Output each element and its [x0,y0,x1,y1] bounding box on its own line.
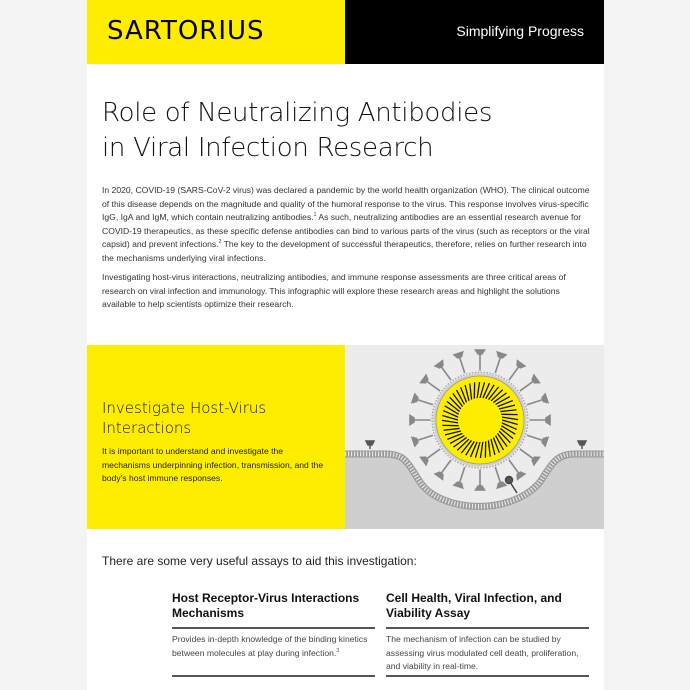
tagline: Simplifying Progress [456,23,584,39]
feature-text-panel [87,345,345,529]
header-brand-panel [87,0,345,64]
assay-description: Provides in-depth knowledge of the binding kinetics between molecules at play during infection.$^3$ [172,634,368,658]
intro-paragraph-2: Investigating host-virus interactions, neutralizing antibodies, and immune response assessments are three critical areas of research on viral infection and immunology. This infographic will explore these research areas and highlight the solutions available to help scientists optimize their research. [102,272,566,309]
feature-section [87,345,604,529]
infographic-page [87,0,604,690]
assay-title: Host Receptor-Virus Interactions Mechanisms [172,591,360,620]
footnote-ref: 1 [313,212,317,219]
page-title [102,96,582,166]
header-tagline-panel [345,0,604,64]
sartorius-logo: SARTORIUS [107,16,265,46]
virus-cell-icon [345,345,604,529]
virus-illustration [345,345,604,529]
assay-description: The mechanism of infection can be studied by assessing virus modulated cell death, proliferation, and viability in real-time. [386,634,579,671]
assay-title: Cell Health, Viral Infection, and Viability Assay [386,591,562,620]
assays-intro: There are some very useful assays to aid this investigation: [102,554,417,568]
title-line-2: in Viral Infection Research [102,133,434,163]
feature-description: It is important to understand and investigate the mechanisms underpinning infection, transmission, and the body's host immune responses. [102,446,324,483]
divider [386,675,589,677]
footnote-ref: 2 [218,239,222,246]
footnote-ref: 3 [336,647,340,654]
assay-card-host-receptor [172,591,375,677]
title-line-1: Role of Neutralizing Antibodies [102,98,493,128]
feature-title: Investigate Host-Virus Interactions [102,399,267,437]
assay-card-cell-health [386,591,589,677]
intro-paragraph-1: In 2020, COVID-19 (SARS-CoV-2 virus) was declared a pandemic by the world health organization (WHO). The clinical outcome of this disease depends on the magnitude and quality of the humoral response to the virus. This response involves virus-specific IgG, IgA and IgM, which contain neutralizing antibodies.$^1$ As such, neutralizing antibodies are an essential research avenue for COVID-19 therapeutics, as these specific defense antibodies can bind to various parts of the virus (such as receptors or the viral capsid) and prevent infections.$^2$ The key to the development of successful therapeutics, therefore, relies on further research into the mechanisms underlying viral infections. [102,185,590,263]
divider [172,675,375,677]
header [87,0,604,64]
